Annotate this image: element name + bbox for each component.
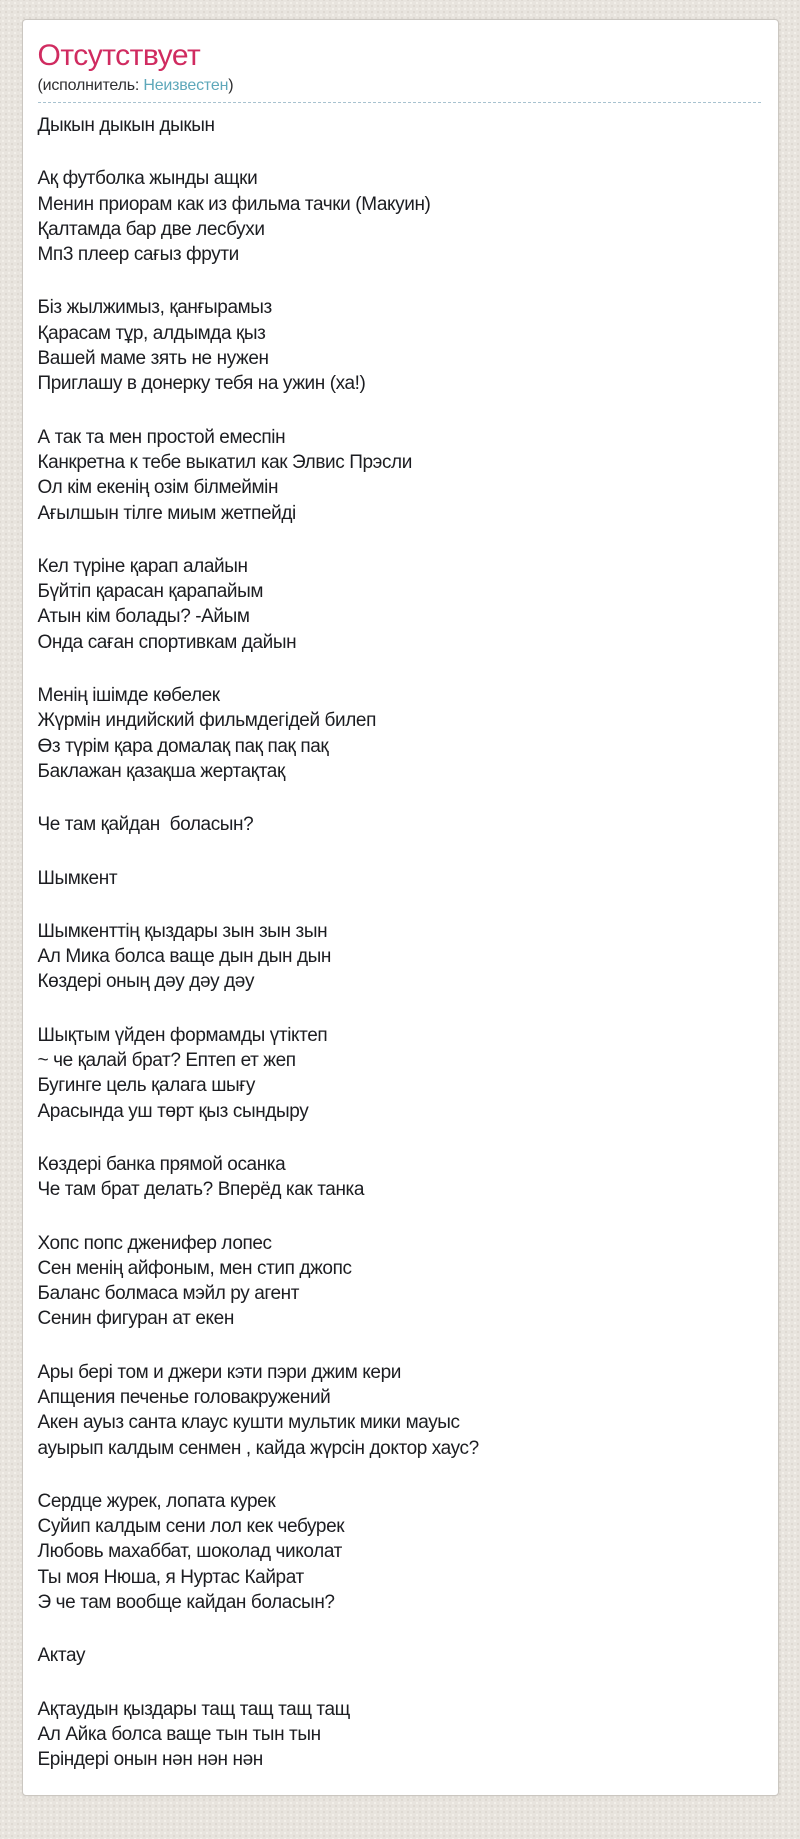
dotted-divider (38, 102, 761, 103)
lyric-stanza: Сердце журек, лопата курек Суйип калдым сени лол кек чебурек Любовь махаббат, шоколад чиколат Ты моя Нюша, я Нуртас Кайрат Э че там вообще кайдан боласын? (37, 1490, 345, 1614)
lyrics-text (38, 113, 761, 1773)
lyric-stanza: Че там қайдан боласын? (37, 814, 254, 836)
artist-label-prefix: (исполнитель: (37, 77, 144, 94)
artist-subtitle (38, 76, 761, 96)
lyric-stanza: А так та мен простой емеспін Канкретна к тебе выкатил как Элвис Прэсли Ол кім екенің озім білмеймін Ағылшын тілге миым жетпейді (37, 426, 412, 524)
lyrics-card (22, 19, 779, 1796)
artist-link[interactable]: Неизвестен (143, 77, 229, 94)
lyric-stanza: Шымкент (37, 867, 118, 889)
lyric-stanza: Біз жылжимыз, қанғырамыз Қарасам тұр, алдымда қыз Вашей маме зять не нужен Приглашу в донерку тебя на ужин (ха!) (37, 297, 366, 395)
lyric-stanza: Ақтаудын қыздары тащ тащ тащ тащ Ал Айка болса ваще тын тын тын Еріндері онын нән нән нән (37, 1698, 350, 1771)
lyric-stanza: Ары бері том и джери кэти пэри джим кери Апщения печенье головакружений Акен ауыз санта клаус кушти мультик мики мауыс ауырып калдым сенмен , кайда жүрсін доктор хаус? (37, 1361, 479, 1459)
lyric-stanza: Дыкын дыкын дыкын (37, 115, 215, 136)
lyric-stanza: Актау (37, 1645, 86, 1667)
song-title: Отсутствует (37, 39, 201, 72)
lyric-stanza: Менің ішімде көбелек Жүрмін индийский фильмдегідей билеп Өз түрім қара домалақ пақ пақ пақ Баклажан қазақша жертақтақ (37, 685, 376, 782)
lyric-stanza: Кел түріне қарап алайын Бүйтіп қарасан қарапайым Атын кім болады? -Айым Онда саған спортивкам дайын (37, 555, 297, 653)
lyric-stanza: Шықтым үйден формамды үтіктеп ~ че қалай брат? Ептеп ет жеп Бугинге цель қалага шығу Арасында уш төрт қыз сындыру (37, 1024, 328, 1122)
lyric-stanza: Ақ футболка жынды ащки Менин приорам как из фильма тачки (Макуин) Қалтамда бар две лесбухи Мп3 плеер сағыз фрути (37, 168, 431, 266)
lyric-stanza: Көздері банка прямой осанка Че там брат делать? Вперёд как танка (37, 1153, 365, 1201)
artist-label-suffix: ) (228, 77, 234, 94)
lyric-stanza: Хопс попс дженифер лопес Сен менің айфоным, мен стип джопс Баланс болмаса мэйл ру агент Сенин фигуран ат екен (37, 1232, 352, 1330)
lyric-stanza: Шымкенттің қыздары зын зын зын Ал Мика болса ваще дын дын дын Көздері оның дәу дәу дәу (37, 920, 331, 993)
